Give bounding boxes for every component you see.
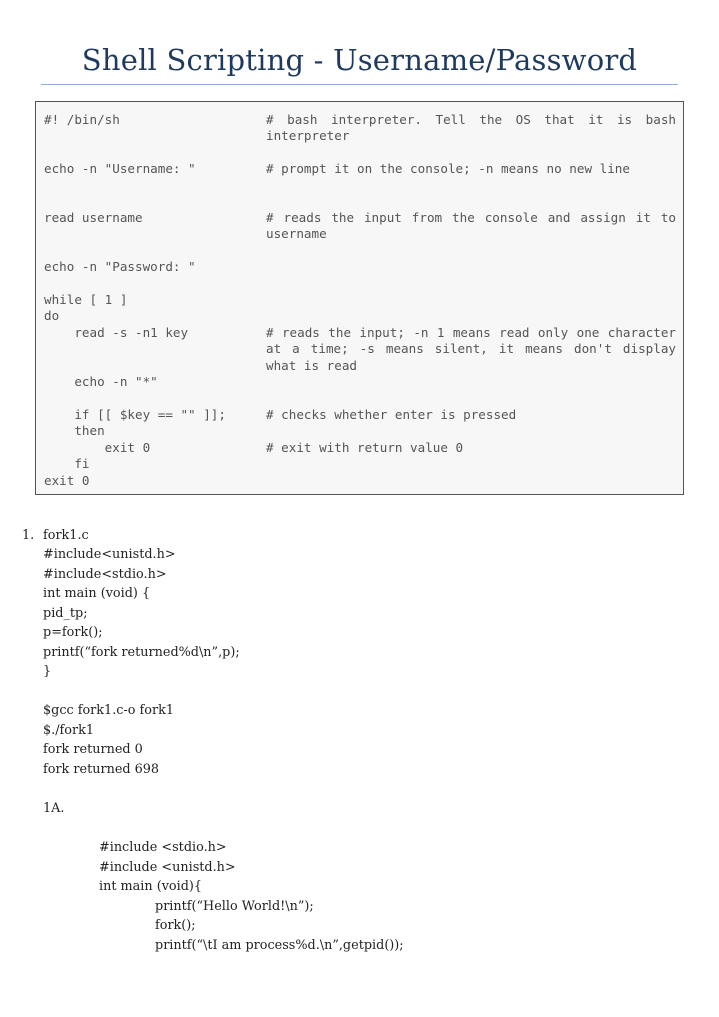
sub-section-label: 1A. [43, 801, 65, 816]
code-comment: # bash interpreter. Tell the OS that it is bash interpreter [266, 112, 676, 144]
code-text: printf(“\tI am process%d.\n”,getpid()); [155, 938, 404, 953]
code-text: } [43, 664, 52, 679]
code-comment: # reads the input; -n 1 means read only one character at a time; -s means silent, it means don't display what is read [266, 325, 676, 373]
code-line: echo -n "*" [44, 374, 158, 389]
code-text: int main (void){ [99, 879, 203, 894]
code-text: printf(“fork returned%d\n”,p); [43, 645, 240, 660]
code-comment: # checks whether enter is pressed [266, 407, 517, 422]
shell-script-box [35, 101, 684, 495]
code-line: read username [44, 210, 143, 225]
code-text: int main (void) { [43, 586, 151, 601]
code-line: read -s -n1 key [44, 325, 189, 340]
code-text: #include <unistd.h> [99, 860, 236, 875]
terminal-text: $./fork1 [43, 723, 94, 738]
code-text: pid_tp; [43, 606, 88, 621]
code-comment: # reads the input from the console and assign it to username [266, 210, 676, 242]
terminal-text: fork returned 698 [43, 762, 160, 777]
page-title: Shell Scripting - Username/Password [81, 43, 638, 77]
code-text: fork(); [155, 918, 196, 933]
code-line: fi [44, 456, 90, 471]
list-item-title: fork1.c [43, 528, 89, 543]
code-comment: # exit with return value 0 [266, 440, 464, 455]
list-number: 1. [22, 528, 35, 543]
code-text: #include<unistd.h> [43, 547, 176, 562]
code-line: echo -n "Username: " [44, 161, 196, 176]
code-comment: # prompt it on the console; -n means no new line [266, 161, 630, 176]
code-line: exit 0 [44, 473, 90, 488]
code-line: do [44, 308, 60, 323]
terminal-text: $gcc fork1.c-o fork1 [43, 703, 174, 718]
terminal-text: fork returned 0 [43, 742, 143, 757]
title-underline [41, 84, 678, 85]
code-line: while [ 1 ] [44, 292, 128, 307]
code-line: then [44, 423, 105, 438]
code-line: if [[ $key == "" ]]; [44, 407, 226, 422]
code-line: #! /bin/sh [44, 112, 120, 127]
code-line: exit 0 [44, 440, 151, 455]
code-text: #include <stdio.h> [99, 840, 227, 855]
code-text: printf(“Hello World!\n”); [155, 899, 314, 914]
code-text: #include<stdio.h> [43, 567, 167, 582]
code-line: echo -n "Password: " [44, 259, 196, 274]
code-text: p=fork(); [43, 625, 103, 640]
